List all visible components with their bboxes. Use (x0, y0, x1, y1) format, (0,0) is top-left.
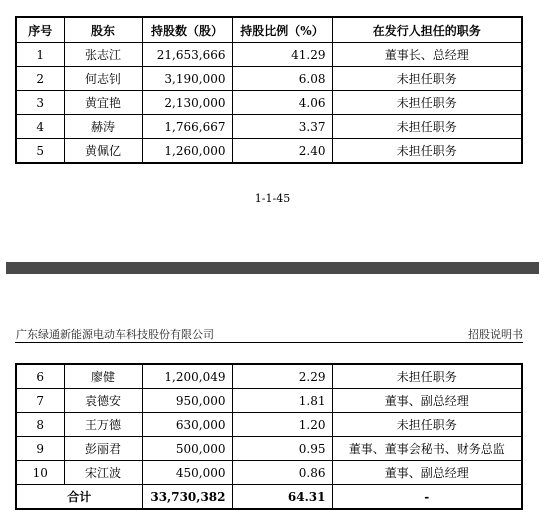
cell-shareholder: 赫涛 (64, 115, 142, 139)
running-header-doc-title: 招股说明书 (468, 328, 523, 341)
cell-shares: 450,000 (142, 461, 232, 485)
table-header-row (16, 17, 522, 43)
shareholder-table-top (15, 16, 523, 164)
cell-shareholder: 王万德 (64, 413, 142, 437)
cell-shareholder: 何志钊 (64, 67, 142, 91)
cell-position: 未担任职务 (332, 67, 522, 91)
running-header-company: 广东绿通新能源电动车科技股份有限公司 (16, 328, 214, 341)
cell-shares: 630,000 (142, 413, 232, 437)
cell-shares: 2,130,000 (142, 91, 232, 115)
total-shares: 33,730,382 (142, 485, 232, 510)
table-row (16, 91, 522, 115)
table-row (16, 461, 522, 485)
header-shareholder: 股东 (64, 17, 142, 43)
cell-position: 董事、董事会秘书、财务总监 (332, 437, 522, 461)
cell-shareholder: 彭丽君 (64, 437, 142, 461)
cell-seq: 10 (16, 461, 64, 485)
cell-shareholder: 袁德安 (64, 389, 142, 413)
total-position: - (332, 485, 522, 510)
table-row (16, 67, 522, 91)
cell-position: 未担任职务 (332, 91, 522, 115)
cell-shareholder: 黄宜艳 (64, 91, 142, 115)
header-rule (15, 342, 523, 343)
table-row (16, 413, 522, 437)
cell-position: 未担任职务 (332, 139, 522, 164)
cell-ratio: 6.08 (232, 67, 332, 91)
cell-ratio: 1.81 (232, 389, 332, 413)
cell-ratio: 0.86 (232, 461, 332, 485)
table-row (16, 139, 522, 164)
cell-shareholder: 宋江波 (64, 461, 142, 485)
cell-position: 未担任职务 (332, 413, 522, 437)
table-row (16, 364, 522, 389)
header-seq: 序号 (16, 17, 64, 43)
cell-shareholder: 黄佩亿 (64, 139, 142, 164)
page-divider (6, 262, 539, 274)
cell-seq: 2 (16, 67, 64, 91)
cell-shares: 21,653,666 (142, 43, 232, 67)
cell-position: 未担任职务 (332, 364, 522, 389)
cell-position: 董事长、总经理 (332, 43, 522, 67)
cell-seq: 6 (16, 364, 64, 389)
cell-position: 未担任职务 (332, 115, 522, 139)
cell-ratio: 0.95 (232, 437, 332, 461)
cell-ratio: 41.29 (232, 43, 332, 67)
cell-shares: 3,190,000 (142, 67, 232, 91)
cell-seq: 1 (16, 43, 64, 67)
cell-seq: 9 (16, 437, 64, 461)
cell-shares: 1,200,049 (142, 364, 232, 389)
cell-shareholder: 廖健 (64, 364, 142, 389)
header-position: 在发行人担任的职务 (332, 17, 522, 43)
cell-ratio: 3.37 (232, 115, 332, 139)
cell-seq: 8 (16, 413, 64, 437)
header-shares: 持股数（股） (142, 17, 232, 43)
cell-seq: 5 (16, 139, 64, 164)
shareholder-table-continued (15, 363, 523, 510)
total-ratio: 64.31 (232, 485, 332, 510)
table-row (16, 43, 522, 67)
cell-ratio: 1.20 (232, 413, 332, 437)
cell-shareholder: 张志江 (64, 43, 142, 67)
cell-seq: 4 (16, 115, 64, 139)
cell-seq: 7 (16, 389, 64, 413)
cell-position: 董事、副总经理 (332, 461, 522, 485)
total-label: 合计 (16, 485, 142, 510)
table-row (16, 437, 522, 461)
cell-shares: 500,000 (142, 437, 232, 461)
cell-ratio: 2.29 (232, 364, 332, 389)
total-row (16, 485, 522, 510)
table-row (16, 389, 522, 413)
cell-position: 董事、副总经理 (332, 389, 522, 413)
cell-shares: 1,260,000 (142, 139, 232, 164)
table-row (16, 115, 522, 139)
cell-ratio: 2.40 (232, 139, 332, 164)
cell-seq: 3 (16, 91, 64, 115)
header-ratio: 持股比例（%） (232, 17, 332, 43)
page-number: 1-1-45 (254, 192, 291, 205)
cell-shares: 950,000 (142, 389, 232, 413)
cell-shares: 1,766,667 (142, 115, 232, 139)
cell-ratio: 4.06 (232, 91, 332, 115)
